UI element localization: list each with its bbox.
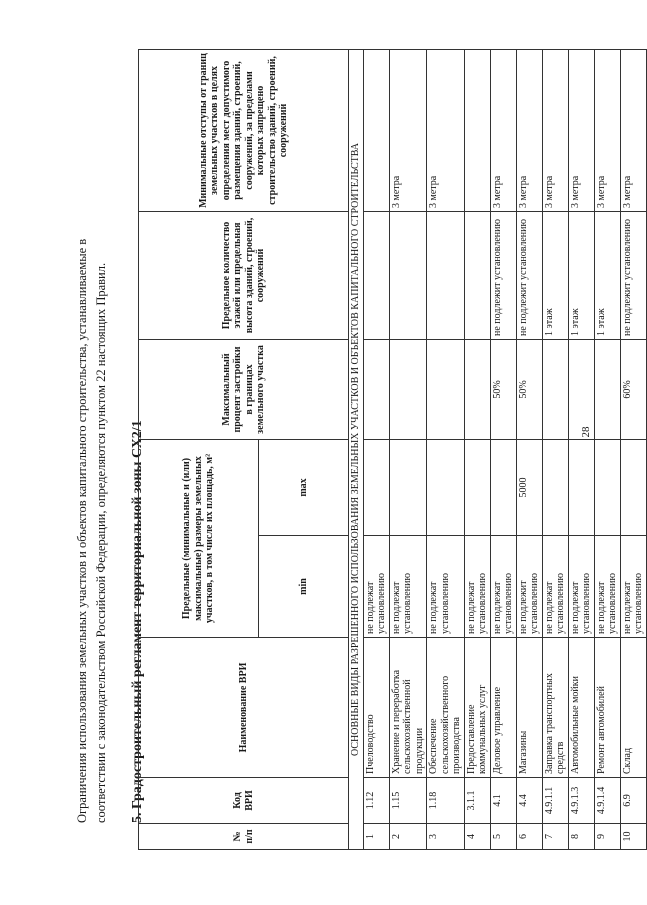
cell-max <box>464 439 490 535</box>
cell-code: 1.18 <box>427 778 465 824</box>
cell-setback: 3 метра <box>594 49 620 211</box>
table-row <box>389 49 427 849</box>
cell-floors: 1 этаж <box>542 211 568 339</box>
cell-floors: не подлежит установлению <box>490 211 516 339</box>
cell-percent: 60% <box>620 339 646 439</box>
table-row <box>594 49 620 849</box>
cell-setback: 3 метра <box>620 49 646 211</box>
cell-percent <box>389 339 427 439</box>
cell-num: 9 <box>594 824 620 850</box>
cell-min: не подлежат установлению <box>594 536 620 638</box>
cell-setback <box>363 49 389 211</box>
cell-setback: 3 метра <box>427 49 465 211</box>
cell-num: 3 <box>427 824 465 850</box>
cell-code: 6.9 <box>620 778 646 824</box>
header-num: № п/п <box>139 824 349 850</box>
cell-min: не подлежат установлению <box>389 536 427 638</box>
cell-min: не подлежат установлению <box>464 536 490 638</box>
cell-percent <box>542 339 568 439</box>
cell-name: Хранение и переработка сельскохозяйственной продукции <box>389 638 427 778</box>
intro-line-1: Ограничения использования земельных участков и объектов капитального строительства, устанавливаемые в <box>75 238 89 823</box>
header-sizes: Предельные (минимальные и (или) максимальные) размеры земельных участков, в том числе их площадь, м² <box>139 439 259 637</box>
cell-percent <box>363 339 389 439</box>
cell-setback: 3 метра <box>490 49 516 211</box>
cell-floors <box>464 211 490 339</box>
cell-floors <box>363 211 389 339</box>
cell-num: 10 <box>620 824 646 850</box>
header-floors: Предельное количество этажей или предельная высота зданий, строений, сооружений <box>139 211 349 339</box>
cell-name: Магазины <box>516 638 542 778</box>
cell-num: 4 <box>464 824 490 850</box>
cell-floors: 1 этаж <box>568 211 594 339</box>
section-title: 5. Градостроительный регламент территориальной зоны СХ2/1 <box>130 420 145 823</box>
table-row <box>490 49 516 849</box>
cell-code: 4.9.1.4 <box>594 778 620 824</box>
header-setbacks: Минимальные отступы от границ земельных участков в целях определения мест допустимого размещения зданий, строений, сооружений, за пределами которых запрещено строительство зданий, строений, сооружений <box>139 49 349 211</box>
cell-floors: не подлежит установлению <box>516 211 542 339</box>
cell-setback: 3 метра <box>516 49 542 211</box>
cell-min: не подлежат установлению <box>542 536 568 638</box>
cell-num: 8 <box>568 824 594 850</box>
cell-name: Автомобильные мойки <box>568 638 594 778</box>
cell-percent <box>427 339 465 439</box>
cell-num: 2 <box>389 824 427 850</box>
cell-percent <box>594 339 620 439</box>
table-row <box>363 49 389 849</box>
cell-num: 7 <box>542 824 568 850</box>
cell-code: 4.4 <box>516 778 542 824</box>
cell-max <box>389 439 427 535</box>
cell-percent <box>568 339 594 439</box>
cell-floors: не подлежит установлению <box>620 211 646 339</box>
cell-name: Предоставление коммунальных услуг <box>464 638 490 778</box>
table-row <box>568 49 594 849</box>
cell-code: 1.12 <box>363 778 389 824</box>
cell-code: 1.15 <box>389 778 427 824</box>
intro-line-2: соответствии с законодательством Российской Федерации, определяются пунктом 22 настоящих Правил. <box>94 262 108 823</box>
regulation-table <box>138 50 644 850</box>
cell-num: 1 <box>363 824 389 850</box>
cell-code: 4.1 <box>490 778 516 824</box>
table-row <box>427 49 465 849</box>
cell-name: Заправка транспортных средств <box>542 638 568 778</box>
header-percent: Максимальный процент застройки в границах земельного участка <box>139 339 349 439</box>
table-row <box>464 49 490 849</box>
cell-num: 5 <box>490 824 516 850</box>
cell-min: не подлежат установлению <box>490 536 516 638</box>
cell-floors <box>427 211 465 339</box>
cell-percent: 50% <box>516 339 542 439</box>
cell-code: 3.1.1 <box>464 778 490 824</box>
cell-min: не подлежат установлению <box>620 536 646 638</box>
header-code: Код ВРИ <box>139 778 349 824</box>
cell-name: Ремонт автомобилей <box>594 638 620 778</box>
cell-name: Деловое управление <box>490 638 516 778</box>
header-max: max <box>259 439 349 535</box>
table-row <box>620 49 646 849</box>
cell-max <box>620 439 646 535</box>
table-row <box>516 49 542 849</box>
section-row: ОСНОВНЫЕ ВИДЫ РАЗРЕШЕННОГО ИСПОЛЬЗОВАНИЯ ЗЕМЕЛЬНЫХ УЧАСТКОВ И ОБЪЕКТОВ КАПИТАЛЬНОГО СТРОИТЕЛЬСТВА <box>349 49 364 849</box>
cell-min: не подлежат установлению <box>568 536 594 638</box>
cell-floors: 1 этаж <box>594 211 620 339</box>
cell-max <box>363 439 389 535</box>
header-min: min <box>259 536 349 638</box>
cell-percent: 50% <box>490 339 516 439</box>
cell-max <box>568 439 594 535</box>
cell-setback: 3 метра <box>389 49 427 211</box>
cell-min: не подлежат установлению <box>427 536 465 638</box>
page-number: 28 <box>580 426 592 438</box>
cell-num: 6 <box>516 824 542 850</box>
cell-name: Обеспечение сельскохозяйственного производства <box>427 638 465 778</box>
cell-setback: 3 метра <box>542 49 568 211</box>
cell-max: 5000 <box>516 439 542 535</box>
cell-floors <box>389 211 427 339</box>
cell-setback <box>464 49 490 211</box>
cell-name: Пчеловодство <box>363 638 389 778</box>
cell-max <box>594 439 620 535</box>
cell-setback: 3 метра <box>568 49 594 211</box>
cell-max <box>490 439 516 535</box>
cell-min: не подлежит установлению <box>516 536 542 638</box>
cell-max <box>427 439 465 535</box>
table-row <box>542 49 568 849</box>
cell-code: 4.9.1.1 <box>542 778 568 824</box>
cell-percent <box>464 339 490 439</box>
cell-min: не подлежат установлению <box>363 536 389 638</box>
header-name: Наименование ВРИ <box>139 638 349 778</box>
cell-name: Склад <box>620 638 646 778</box>
cell-code: 4.9.1.3 <box>568 778 594 824</box>
cell-max <box>542 439 568 535</box>
